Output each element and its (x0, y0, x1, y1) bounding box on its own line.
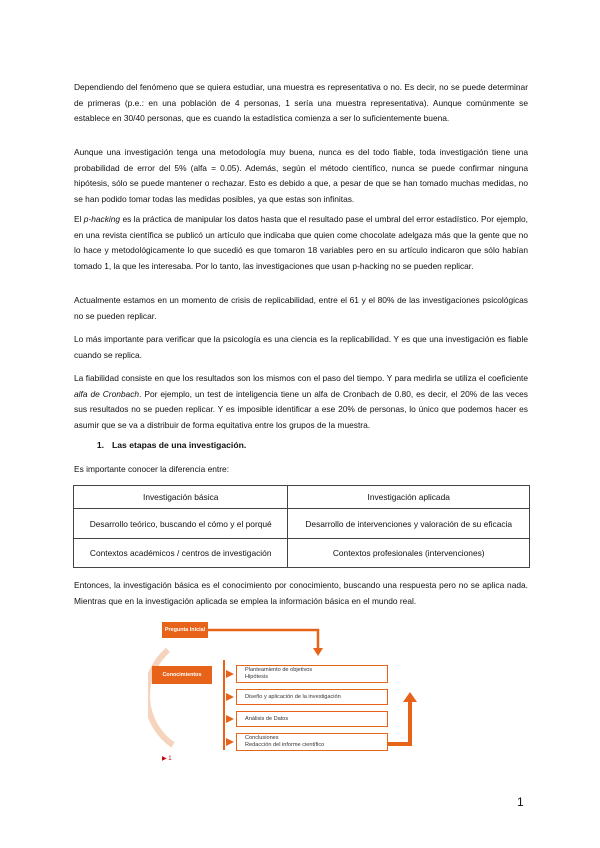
step-box (236, 689, 388, 705)
paragraph-intro-table: Es importante conocer la diferencia entre: (74, 464, 230, 474)
box-pregunta-inicial: Pregunta Inicial (162, 622, 208, 638)
top-arrow (206, 630, 318, 650)
step-arrow (226, 715, 234, 723)
step-item: Conclusiones (245, 735, 279, 741)
step-arrow (226, 738, 234, 746)
step-item: Análisis de Datos (245, 715, 289, 722)
table-cell: Contextos profesionales (intervenciones) (288, 539, 530, 568)
table-cell: Desarrollo de intervenciones y valoración de su eficacia (288, 509, 530, 539)
term-p-hacking: p-hacking (83, 214, 121, 224)
top-arrow-head (313, 648, 323, 656)
research-stages-diagram (148, 620, 448, 770)
step-box (236, 733, 388, 751)
return-arrow-head (403, 692, 417, 702)
paragraph-sample-representativity: Dependiendo del fenómeno que se quiera estudiar, una muestra es representativa o no. Es decir, no se puede determinar de primeras (p.e.: en una población de 4 personas, 1 sería una muestra representativa). Aunque comúnmente se establece en 30/40 personas, que es cuando la estadística comienza a ser lo suficientemente buena. (74, 82, 528, 124)
step-arrow (226, 693, 234, 701)
comparison-table (73, 485, 530, 568)
section-title: Las etapas de una investigación. (112, 440, 247, 450)
paragraph-basic-vs-applied: Entonces, la investigación básica es el conocimiento por conocimiento, buscando una respuesta pero no se aplica nada. Mientras que en la investigación aplicada se emplea la información básica en el mundo real. (74, 580, 528, 606)
table-header-cell: Investigación aplicada (288, 486, 530, 509)
table-cell: Contextos académicos / centros de investigación (74, 539, 288, 568)
box-conocimientos: Conocimientos (152, 666, 212, 684)
step-item: Planteamiento de objetivos (245, 667, 313, 673)
paragraph-p-hacking: El p-hacking es la práctica de manipular los datos hasta que el resultado pase el umbral del error estadístico. Por ejemplo, en una revista científica se publicó un artículo que indicaba que quien come chocolate adelgaza más que la gente que no lo hace y metodológicamente lo que sucedió es que tomaron 18 variables pero en su artículo indicaron que sólo habían tomado 1, la que les interesaba. Por lo tanto, las investigaciones que usan p-hacking no se pueden replicar. (74, 214, 528, 271)
paragraph-replication-crisis: Actualmente estamos en un momento de crisis de replicabilidad, entre el 61 y el 80% de las investigaciones psicológicas no se pueden replicar. (74, 295, 528, 321)
paragraph-replicability: Lo más importante para verificar que la psicología es una ciencia es la replicabilidad. Y es que una investigación es fiable cuando se replica. (74, 334, 528, 360)
diagram-footer-mark: ▶ 1 (162, 756, 172, 762)
cycle-arc (148, 650, 173, 745)
step-box (236, 665, 388, 683)
table-header-row (74, 486, 530, 509)
step-item: Hipótesis (245, 674, 269, 680)
table-row (74, 509, 530, 539)
table-header-cell: Investigación básica (74, 486, 288, 509)
step-item: Diseño y aplicación de la investigación (245, 693, 341, 700)
section-number: 1. (96, 440, 104, 450)
step-item: Redacción del informe científico (245, 742, 325, 748)
step-arrow (226, 670, 234, 678)
table-row (74, 539, 530, 568)
paragraph-reliability-error: Aunque una investigación tenga una metodología muy buena, nunca es del todo fiable, toda investigación tiene una probabilidad de error del 5% (alfa = 0.05). Además, según el método científico, nunca se puede confirmar ninguna hipótesis, sólo se puede mantener o rechazar. Esto es debido a que, a pesar de que se han tomado muchas medidas, no se han podido tomar todas las medidas posibles, ya que estas son infinitas. (74, 147, 528, 204)
return-arrow-down (388, 700, 410, 744)
step-box (236, 711, 388, 727)
section-heading (74, 440, 246, 450)
paragraph-fiabilidad: La fiabilidad consiste en que los resultados son los mismos con el paso del tiempo. Y para medirla se utiliza el coeficiente alfa de Cronbach. Por ejemplo, un test de inteligencia tiene un alfa de Cronbach de 0.80, es decir, el 20% de las veces sus resultados no se pueden replicar. Y es imposible identificar a ese 20% de personas, lo único que podemos hacer es asumir que se va a distribuir de forma equitativa entre los grupos de la muestra. (74, 373, 528, 430)
table-cell: Desarrollo teórico, buscando el cómo y el porqué (74, 509, 288, 539)
page-number: 1 (517, 795, 524, 809)
term-alfa-cronbach: alfa de Cronbach (74, 388, 140, 399)
